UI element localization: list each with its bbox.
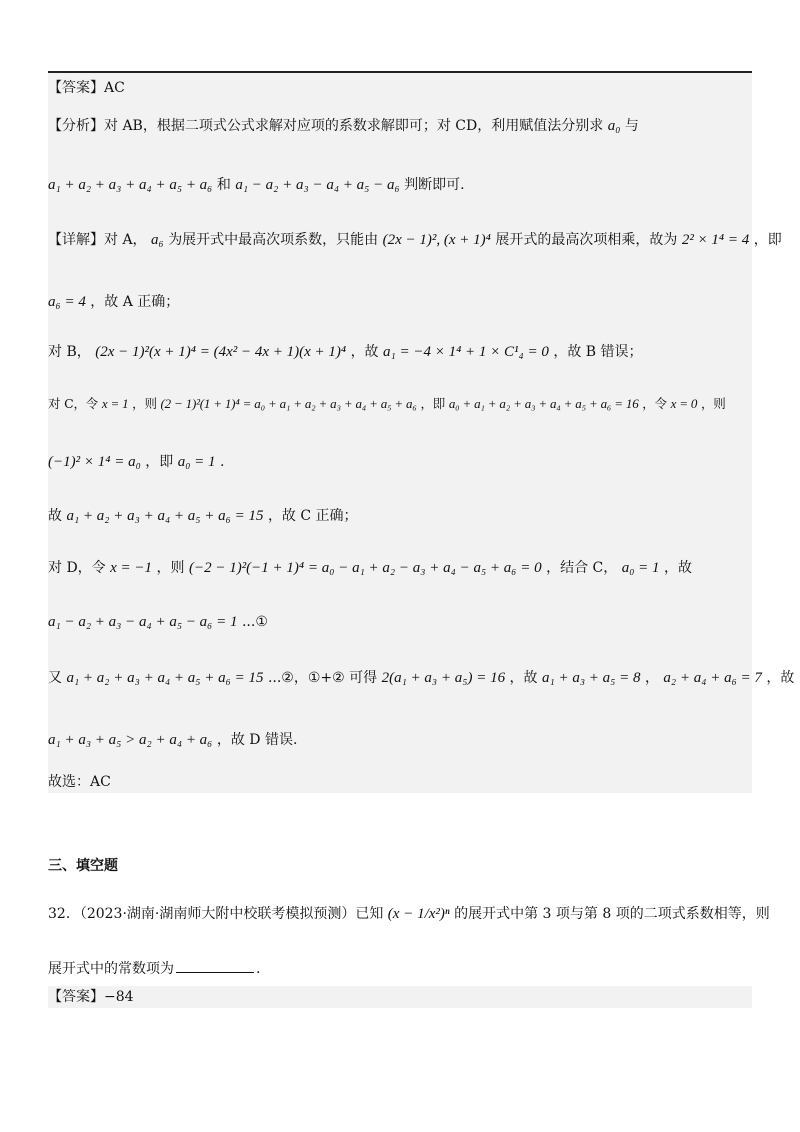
detail-text: 对 C，令 xyxy=(48,396,99,411)
detail-text: 对 B， xyxy=(48,344,91,360)
question-32-line-1 xyxy=(48,904,770,924)
math-eq1: a₁ − a₂ + a₃ − a₄ + a₅ − a₆ = 1 xyxy=(48,614,238,630)
answer-text: 【答案】AC xyxy=(48,80,125,96)
question-text: 32．（2023·湖南·湖南师大附中校联考模拟预测）已知 xyxy=(48,906,384,922)
question-text: 展开式中的常数项为 xyxy=(48,961,174,977)
detail-c-line-3 xyxy=(48,506,358,526)
detail-d-line-1 xyxy=(48,558,692,578)
detail-text: ，故 xyxy=(664,560,692,576)
analysis-text: 和 xyxy=(216,177,231,193)
math-sum-odd2: 2(a₁ + a₃ + a₅) = 16 xyxy=(381,670,506,686)
question-text: . xyxy=(256,961,261,977)
math-a6-result: a₆ = 4 xyxy=(48,294,86,310)
detail-text: ，故 xyxy=(766,670,795,686)
section-heading-text: 三、填空题 xyxy=(48,858,118,874)
detail-text: ，故 xyxy=(509,670,538,686)
math-x0: x = 0 xyxy=(670,396,698,411)
section-heading xyxy=(48,856,118,876)
answer-blank[interactable] xyxy=(176,958,254,973)
math-sum16: a₀ + a₁ + a₂ + a₃ + a₄ + a₅ + a₆ = 16 xyxy=(448,396,639,411)
math-value: 2² × 1⁴ = 4 xyxy=(681,232,750,248)
detail-text: ，故 D 错误. xyxy=(216,732,298,748)
math-sub1: (2 − 1)²(1 + 1)⁴ = a₀ + a₁ + a₂ + a₃ + a₄ + a₅ + a₆ xyxy=(160,396,417,411)
detail-text: ，令 xyxy=(642,396,667,411)
math-a0: a₀ xyxy=(607,118,621,134)
detail-text: ，故 xyxy=(350,344,379,360)
math-odd8: a₁ + a₃ + a₅ = 8 xyxy=(542,670,641,686)
detail-text: ，故 C 正确； xyxy=(267,508,358,524)
analysis-text: 【分析】对 AB，根据二项式公式求解对应项的系数求解即可；对 CD，利用赋值法分别求 xyxy=(48,118,604,134)
math-binomial: (x − 1/x²)ⁿ xyxy=(387,906,450,922)
analysis-text: 与 xyxy=(624,118,639,134)
choice-line xyxy=(48,772,111,792)
detail-d-line-3 xyxy=(48,668,794,688)
detail-a-line-1 xyxy=(48,230,782,250)
detail-text: ，即 xyxy=(145,454,174,470)
detail-a-line-2 xyxy=(48,292,179,312)
analysis-line-1 xyxy=(48,116,639,136)
math-sum15: a₁ + a₂ + a₃ + a₄ + a₅ + a₆ = 15 xyxy=(66,508,264,524)
detail-text: 对 D，令 xyxy=(48,560,106,576)
detail-text: ，即 xyxy=(753,232,782,248)
detail-text: ，则 xyxy=(156,560,185,576)
detail-text: ，则 xyxy=(132,396,157,411)
detail-c-line-1 xyxy=(48,394,726,414)
math-a6: a₆ xyxy=(151,232,164,248)
math-compare: a₁ + a₃ + a₅ > a₂ + a₄ + a₆ xyxy=(48,732,213,748)
math-sum: a₁ + a₂ + a₃ + a₄ + a₅ + a₆ xyxy=(48,177,213,193)
analysis-text: 判断即可. xyxy=(404,177,465,193)
math-sub0: (−1)² × 1⁴ = a₀ xyxy=(48,454,141,470)
math-eq2: a₁ + a₂ + a₃ + a₄ + a₅ + a₆ = 15 xyxy=(66,670,264,686)
detail-d-line-2 xyxy=(48,612,268,632)
detail-c-line-2 xyxy=(48,452,224,472)
detail-text: ，则 xyxy=(701,396,726,411)
math-subm1: (−2 − 1)²(−1 + 1)⁴ = a₀ − a₁ + a₂ − a₃ + a₄ − a₅ + a₆ = 0 xyxy=(188,560,542,576)
answer-line xyxy=(48,78,125,98)
math-even7: a₂ + a₄ + a₆ = 7 xyxy=(663,670,762,686)
detail-text: ，结合 C， xyxy=(546,560,618,576)
detail-text: ， xyxy=(644,670,659,686)
detail-text: 展开式的最高次项相乘，故为 xyxy=(495,232,678,248)
question-32-line-2 xyxy=(48,958,260,979)
detail-text: . xyxy=(220,454,225,470)
detail-text: ，故 B 错误； xyxy=(553,344,643,360)
math-xm1: x = −1 xyxy=(110,560,153,576)
answer-text: 【答案】−84 xyxy=(48,989,134,1005)
choice-text: 故选：AC xyxy=(48,774,111,790)
math-alt-sum: a₁ − a₂ + a₃ − a₄ + a₅ − a₆ xyxy=(235,177,400,193)
math-a1: a₁ = −4 × 1⁴ + 1 × C¹₄ = 0 xyxy=(383,344,549,360)
math-a0-1: a₀ = 1 xyxy=(621,560,660,576)
detail-text: ，故 A 正确； xyxy=(90,294,180,310)
detail-text: 【详解】对 A， xyxy=(48,232,147,248)
detail-text: ...① xyxy=(241,614,268,630)
question-32-answer xyxy=(48,987,134,1007)
detail-text: ...②，①+② 可得 xyxy=(267,670,378,686)
question-text: 的展开式中第 3 项与第 8 项的二项式系数相等，则 xyxy=(454,906,770,922)
detail-b-line xyxy=(48,342,643,362)
math-a0-1: a₀ = 1 xyxy=(177,454,216,470)
detail-text: ，即 xyxy=(420,396,446,411)
detail-text: 为展开式中最高次项系数，只能由 xyxy=(168,232,379,248)
detail-d-line-4 xyxy=(48,730,297,750)
answer-shaded-block xyxy=(48,986,752,1008)
detail-text: 又 xyxy=(48,670,62,686)
analysis-line-2 xyxy=(48,175,465,195)
math-x1: x = 1 xyxy=(101,396,129,411)
math-expansion: (2x − 1)²(x + 1)⁴ = (4x² − 4x + 1)(x + 1)⁴ xyxy=(95,344,347,360)
math-factors: (2x − 1)², (x + 1)⁴ xyxy=(382,232,491,248)
detail-text: 故 xyxy=(48,508,62,524)
